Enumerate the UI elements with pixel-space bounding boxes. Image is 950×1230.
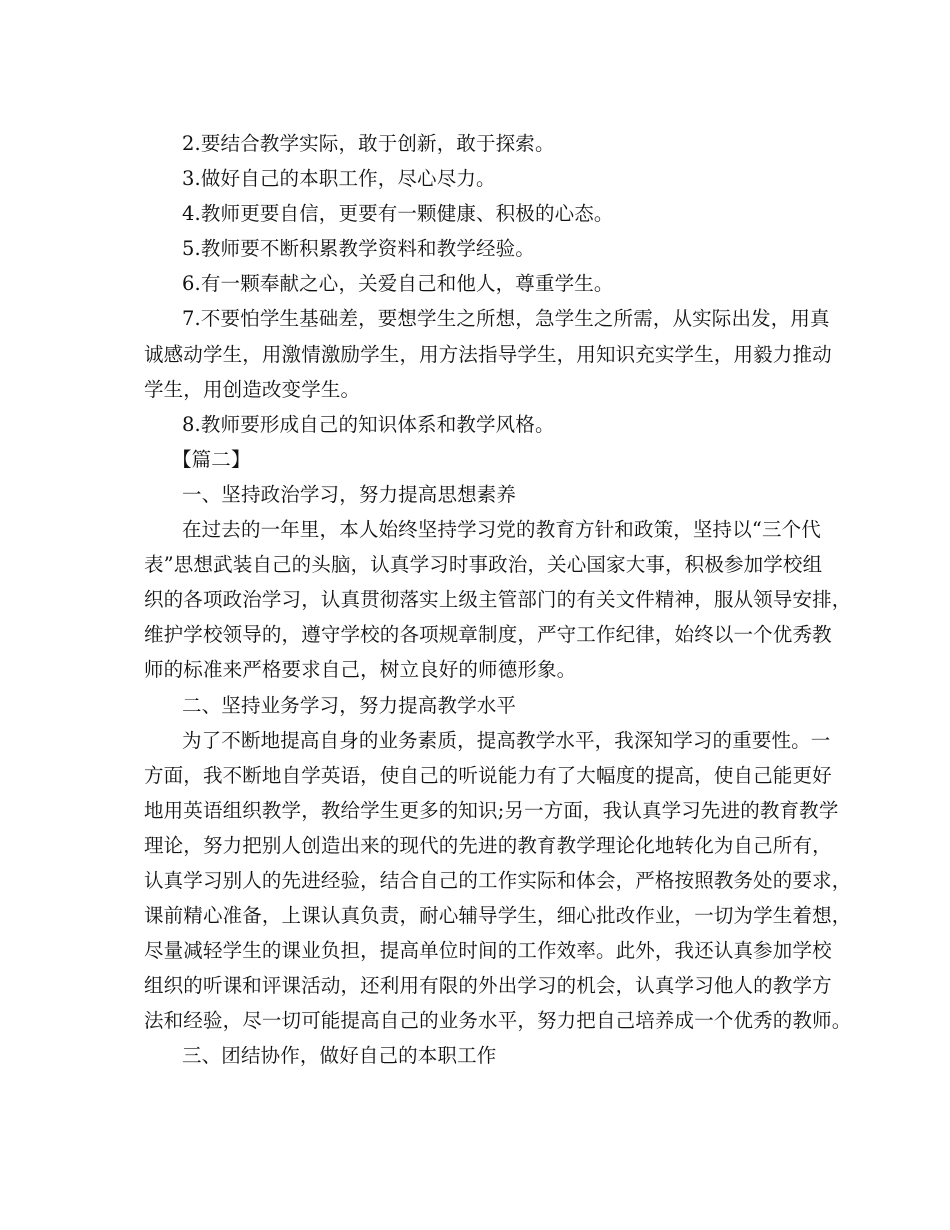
paragraph-line: 为了不断地提高自身的业务素质，提高教学水平，我深知学习的重要性。一 xyxy=(182,728,831,752)
paragraph-line: 维护学校领导的，遵守学校的各项规章制度，严守工作纪律，始终以一个优秀教 xyxy=(144,623,832,647)
list-item: 5.教师要不断积累教学资料和教学经验。 xyxy=(182,237,535,261)
list-item: 4.教师更要自信，更要有一颗健康、积极的心态。 xyxy=(182,202,614,226)
paragraph-line: 在过去的一年里，本人始终坚持学习党的教育方针和政策，坚持以“三个代 xyxy=(182,518,821,542)
list-item: 7.不要怕学生基础差，要想学生之所想，急学生之所需，从实际出发，用真 xyxy=(182,307,830,331)
paragraph-line: 认真学习别人的先进经验，结合自己的工作实际和体会，严格按照教务处的要求， xyxy=(144,868,852,892)
subsection-heading: 一、坚持政治学习，努力提高思想素养 xyxy=(182,482,517,506)
paragraph-line: 理论，努力把别人创造出来的现代的先进的教育教学理论化地转化为自己所有， xyxy=(144,833,832,857)
paragraph-line: 方面，我不断地自学英语，使自己的听说能力有了大幅度的提高，使自己能更好 xyxy=(144,763,832,787)
paragraph-line: 学生，用创造改变学生。 xyxy=(144,377,361,401)
paragraph-line: 师的标准来严格要求自己，树立良好的师德形象。 xyxy=(144,658,577,682)
section-heading: 【篇二】 xyxy=(172,447,251,471)
paragraph-line: 表”思想武装自己的头脑，认真学习时事政治，关心国家大事，积极参加学校组 xyxy=(144,553,823,577)
document-body xyxy=(144,126,852,1074)
paragraph-line: 诚感动学生，用激情激励学生，用方法指导学生，用知识充实学生，用毅力推动 xyxy=(144,342,832,366)
paragraph-line: 尽量减轻学生的课业负担，提高单位时间的工作效率。此外，我还认真参加学校 xyxy=(144,939,832,963)
paragraph-line: 课前精心准备，上课认真负责，耐心辅导学生，细心批改作业，一切为学生着想， xyxy=(144,904,852,928)
list-item: 3.做好自己的本职工作，尽心尽力。 xyxy=(182,167,496,191)
paragraph-line: 织的各项政治学习，认真贯彻落实上级主管部门的有关文件精神，服从领导安排， xyxy=(144,588,852,612)
list-item: 8.教师要形成自己的知识体系和教学风格。 xyxy=(182,412,555,436)
paragraph-line: 法和经验，尽一切可能提高自己的业务水平，努力把自己培养成一个优秀的教师。 xyxy=(144,1009,852,1033)
list-item: 6.有一颗奉献之心，关爱自己和他人，尊重学生。 xyxy=(182,272,614,296)
paragraph-line: 地用英语组织教学，教给学生更多的知识;另一方面，我认真学习先进的教育教学 xyxy=(144,798,839,822)
subsection-heading: 三、团结协作，做好自己的本职工作 xyxy=(182,1044,497,1068)
paragraph-line: 组织的听课和评课活动，还利用有限的外出学习的机会，认真学习他人的教学方 xyxy=(144,974,832,998)
list-item: 2.要结合教学实际，敢于创新，敢于探索。 xyxy=(182,132,555,155)
subsection-heading: 二、坚持业务学习，努力提高教学水平 xyxy=(182,693,517,717)
